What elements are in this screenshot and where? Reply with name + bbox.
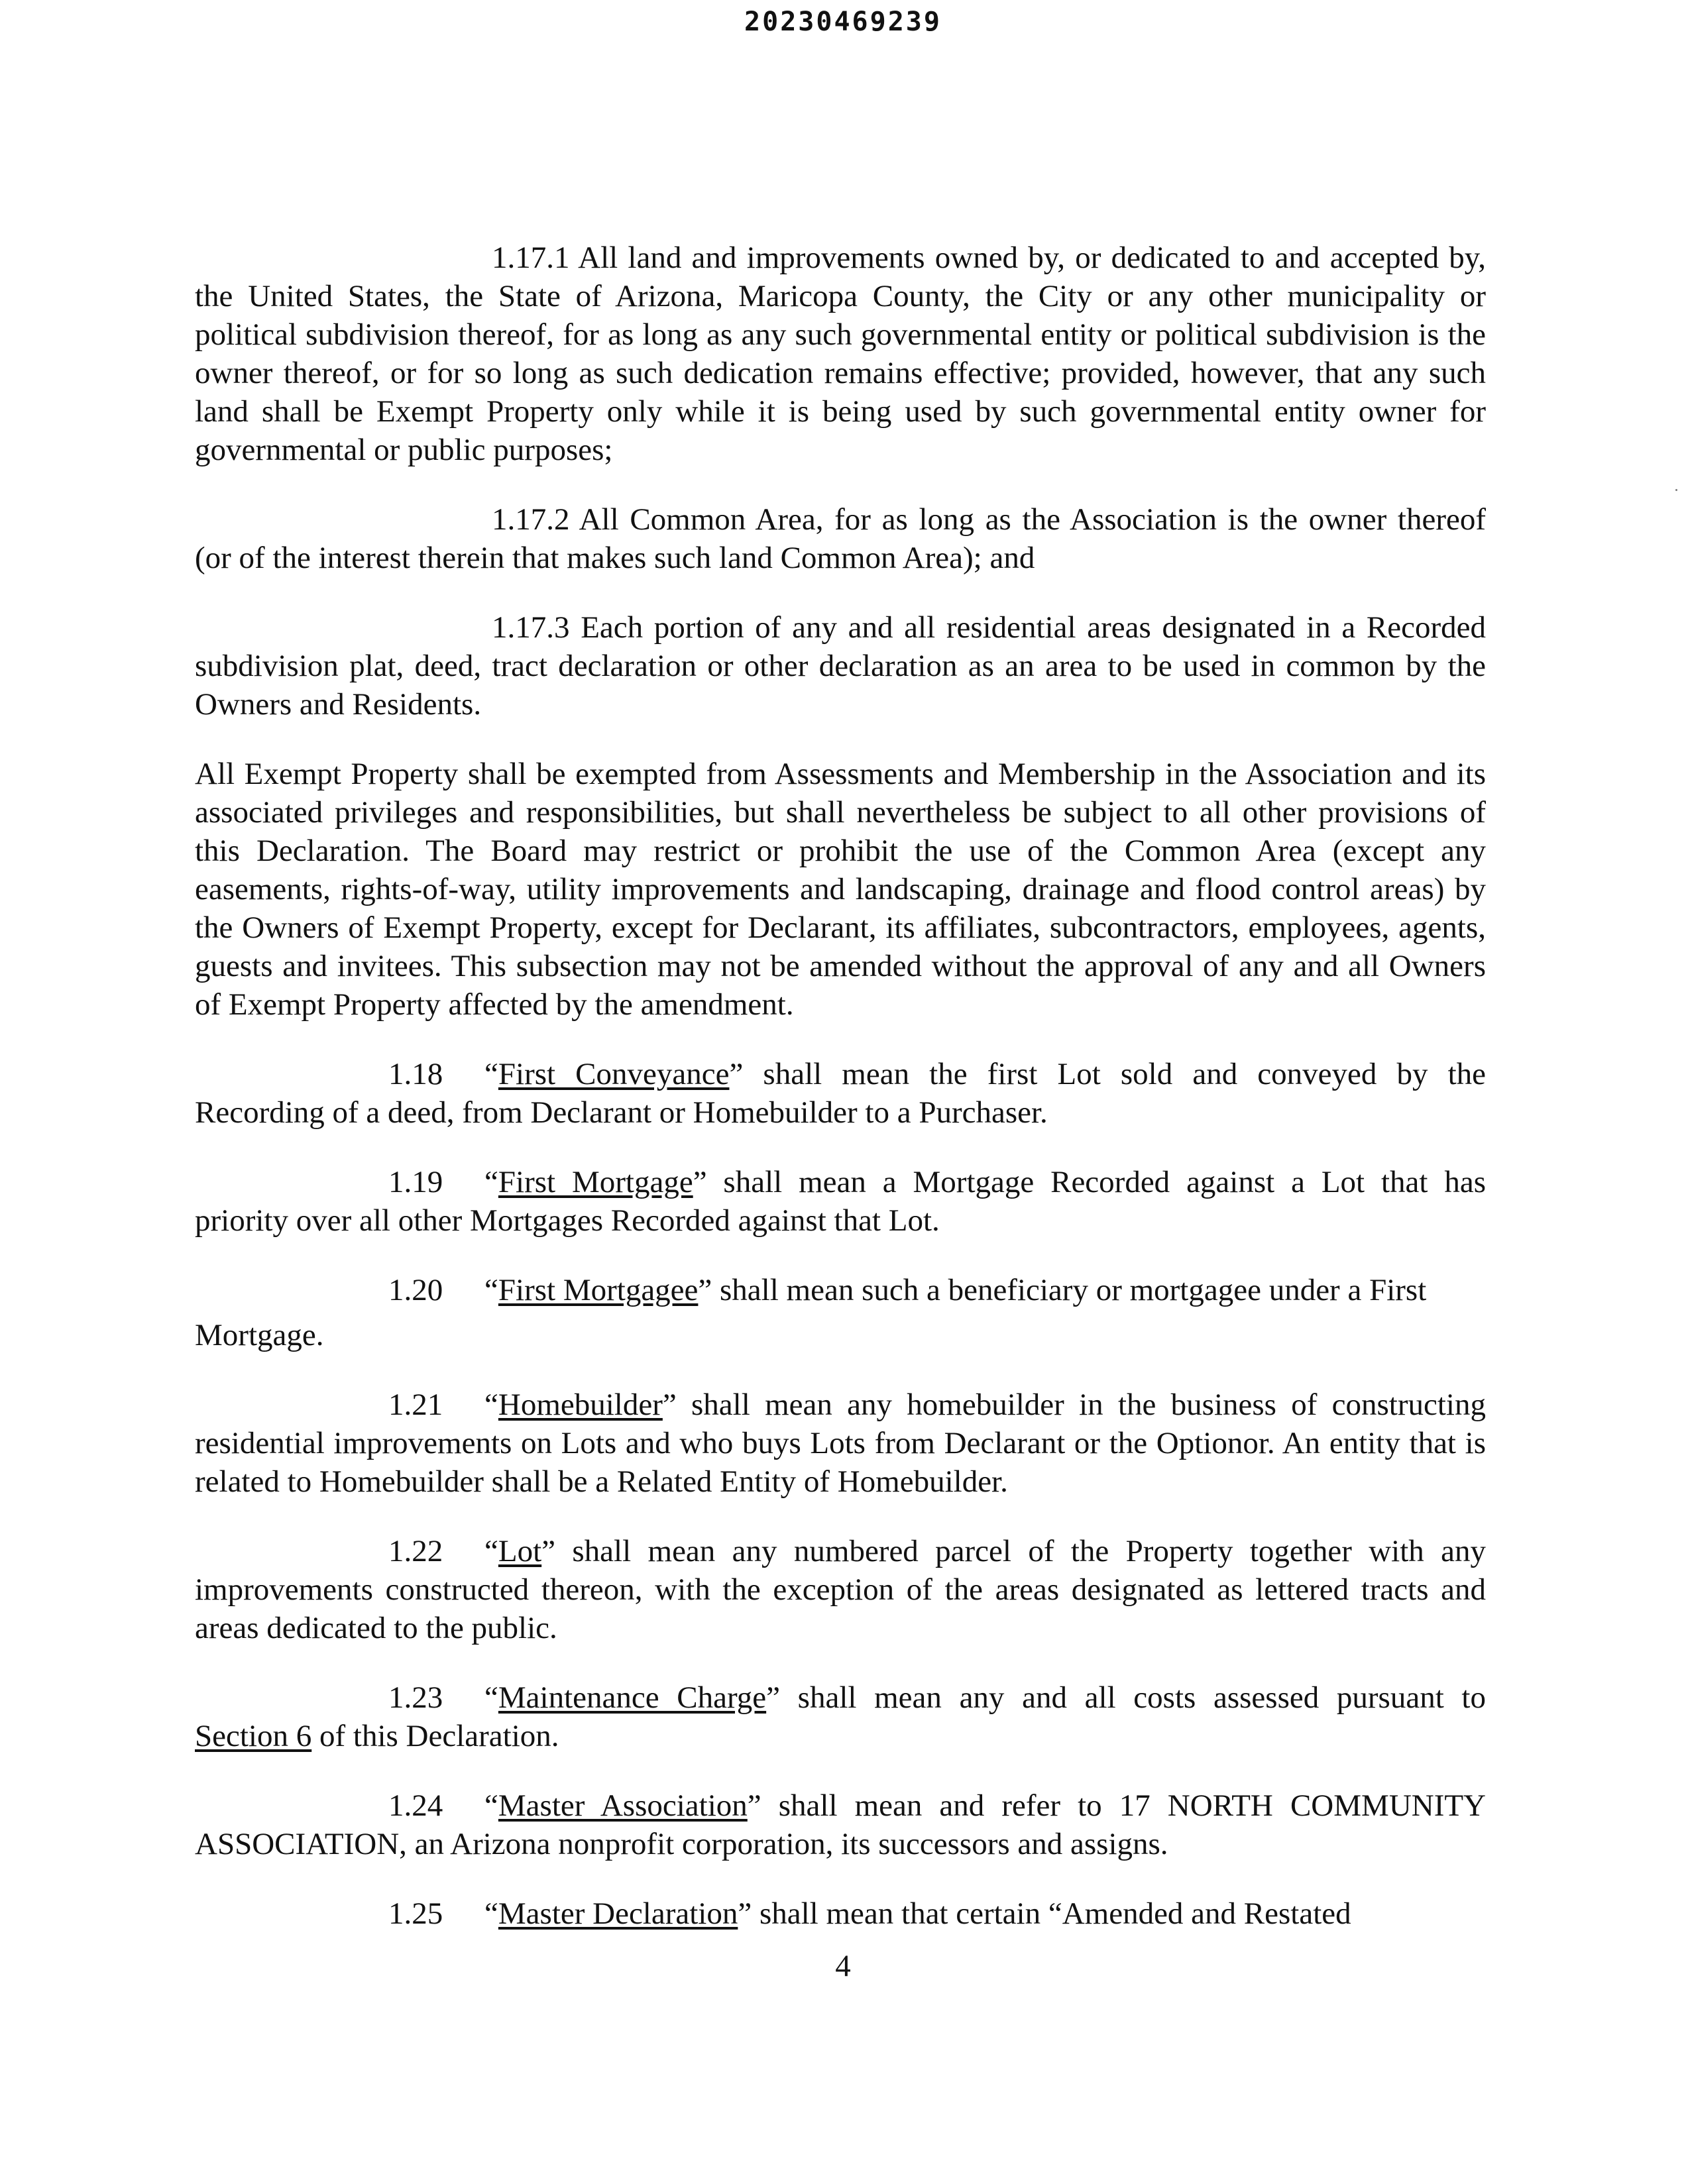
paragraph-text: ” shall mean such a beneficiary or mortgagee under a First [698,1273,1427,1307]
paragraph-text: of this Declaration. [311,1719,559,1753]
paragraph-text: All Common Area, for as long as the Association is the owner thereof (or of the interest therein that makes such land Common Area); and [195,502,1486,575]
paragraph-1-24 [195,1786,1486,1863]
paragraph-1-20-continuation [195,1316,1486,1354]
section-number: 1.24 [388,1788,443,1823]
section-number: 1.17.2 [492,502,570,537]
open-quote: “ [484,1680,498,1715]
defined-term: First Conveyance [498,1057,730,1091]
defined-term: Maintenance Charge [498,1680,767,1715]
paragraph-1-21 [195,1386,1486,1501]
section-number: 1.19 [388,1165,443,1199]
paragraph-text: Mortgage. [195,1318,324,1352]
defined-term: Lot [498,1534,542,1568]
paragraph-1-17-1 [195,239,1486,469]
paragraph-text: Each portion of any and all residential areas designated in a Recorded subdivision plat, deed, tract declaration or other declaration as an area to be used in common by the Owners and Residents. [195,610,1486,722]
defined-term: First Mortgage [498,1165,693,1199]
paragraph-1-20 [195,1271,1486,1309]
open-quote: “ [484,1388,498,1422]
paragraph-text: ” shall mean a Mortgage Recorded against a Lot that has priority over all other Mortgages Recorded against that Lot. [195,1165,1486,1238]
document-number: 20230469239 [744,7,942,37]
defined-term: Master Declaration [498,1896,738,1931]
defined-term: First Mortgagee [498,1273,699,1307]
section-number: 1.21 [388,1388,443,1422]
section-number: 1.22 [388,1534,443,1568]
open-quote: “ [484,1273,498,1307]
paragraph-1-25 [195,1894,1486,1933]
defined-term: Master Association [498,1788,748,1823]
section-number: 1.17.1 [492,241,570,275]
open-quote: “ [484,1165,498,1199]
section-reference: Section 6 [195,1719,312,1753]
paragraph-1-23 [195,1678,1486,1755]
paragraph-1-19 [195,1163,1486,1240]
paragraph-1-22 [195,1532,1486,1647]
section-number: 1.23 [388,1680,443,1715]
open-quote: “ [484,1896,498,1931]
document-page [195,239,1486,1933]
paragraph-text: All land and improvements owned by, or dedicated to and accepted by, the United States, the State of Arizona, Maricopa County, the City or any other municipality or political subdivision thereof, for as long as any such governmental entity or political subdivision is the owner thereof, or for so long as such dedication remains effective; provided, however, that any such land shall be Exempt Property only while it is being used by such governmental entity owner for governmental or public purposes; [195,241,1486,467]
paragraph-text: ” shall mean any and all costs assessed pursuant to [766,1680,1486,1715]
open-quote: “ [484,1057,498,1091]
paragraph-text: ” shall mean any numbered parcel of the Property together with any improvements constructed thereon, with the exception of the areas designated as lettered tracts and areas dedicated to the public. [195,1534,1486,1645]
paragraph-text: ” shall mean that certain “Amended and Restated [738,1896,1351,1931]
paragraph-1-17-2 [195,500,1486,577]
section-number: 1.17.3 [492,610,570,645]
open-quote: “ [484,1534,498,1568]
scan-speck [1675,489,1677,491]
paragraph-text: ” shall mean any homebuilder in the business of constructing residential improvements on Lots and who buys Lots from Declarant or the Optionor. An entity that is related to Homebuilder shall be a Related Entity of Homebuilder. [195,1388,1486,1499]
open-quote: “ [484,1788,498,1823]
section-number: 1.20 [388,1273,443,1307]
page-number: 4 [835,1949,851,1983]
paragraph-exempt-property [195,755,1486,1024]
paragraph-1-17-3 [195,608,1486,724]
section-number: 1.18 [388,1057,443,1091]
paragraph-text: ” shall mean and refer to 17 NORTH COMMUNITY ASSOCIATION, an Arizona nonprofit corporation, its successors and assigns. [195,1788,1487,1861]
paragraph-1-18 [195,1055,1486,1132]
paragraph-text: All Exempt Property shall be exempted from Assessments and Membership in the Association and its associated privileges and responsibilities, but shall nevertheless be subject to all other provisions of this Declaration. The Board may restrict or prohibit the use of the Common Area (except any easements, rights-of-way, utility improvements and landscaping, drainage and flood control areas) by the Owners of Exempt Property, except for Declarant, its affiliates, subcontractors, employees, agents, guests and invitees. This subsection may not be amended without the approval of any and all Owners of Exempt Property affected by the amendment. [195,757,1486,1022]
paragraph-text: ” shall mean the first Lot sold and conveyed by the Recording of a deed, from Declarant or Homebuilder to a Purchaser. [195,1057,1486,1130]
section-number: 1.25 [388,1896,443,1931]
defined-term: Homebuilder [498,1388,663,1422]
